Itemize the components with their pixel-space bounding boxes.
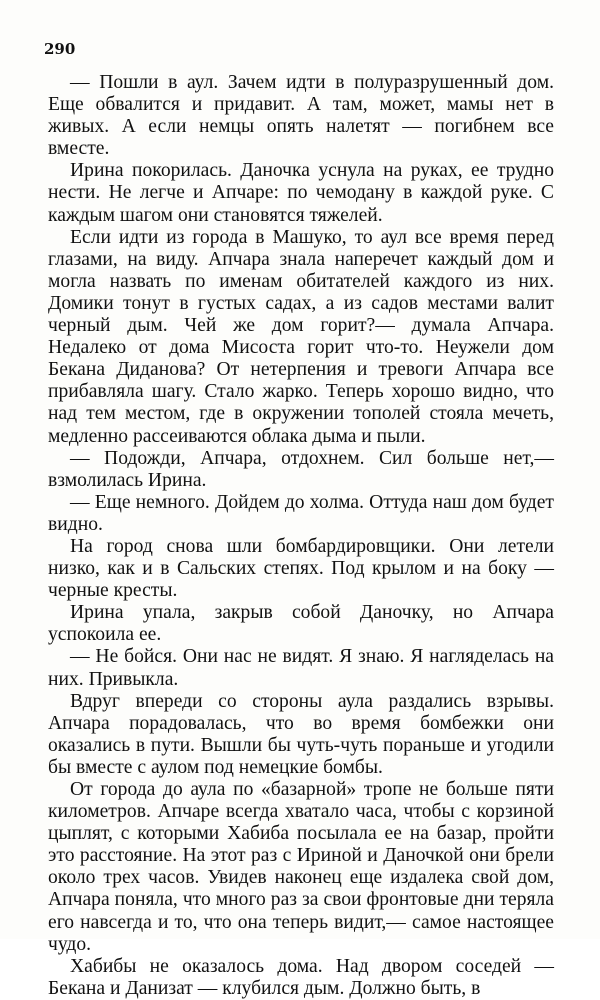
- body-text: [48, 72, 554, 1000]
- paragraph: — Подожди, Апчара, отдохнем. Сил больше нет,— взмолилась Ирина.: [48, 447, 554, 491]
- paragraph: Ирина упала, закрыв собой Даночку, но Апчара успокоила ее.: [48, 602, 554, 646]
- paragraph: — Пошли в аул. Зачем идти в полуразрушенный дом. Еще обвалится и придавит. А там, может, мамы нет в живых. А если немцы опять налетят — погибнем все вместе.: [48, 72, 554, 160]
- paragraph: От города до аула по «базарной» тропе не больше пяти километров. Апчаре всегда хватало часа, чтобы с корзиной цыплят, с которыми Хабиба посылала ее на базар, пройти это расстояние. На этот раз с Ириной и Даночкой они брели около трех часов. Увидев наконец еще издалека свой дом, Апчара поняла, что много раз за свои фронтовые дни теряла его навсегда и то, что она теперь видит,— самое настоящее чудо.: [48, 779, 554, 955]
- paragraph: Если идти из города в Машуко, то аул все время перед глазами, на виду. Апчара знала наперечет каждый дом и могла назвать по именам обитателей каждого из них. Домики тонут в густых садах, а из садов местами валит черный дым. Чей же дом горит?— думала Апчара. Недалеко от дома Мисоста горит что-то. Неужели дом Бекана Диданова? От нетерпения и тревоги Апчара все прибавляла шагу. Стало жарко. Теперь хорошо видно, что над тем местом, где в окружении тополей стояла мечеть, медленно рассеиваются облака дыма и пыли.: [48, 226, 554, 447]
- paragraph: Хабибы не оказалось дома. Над двором соседей — Бекана и Данизат — клубился дым. Должно быть, в: [48, 955, 554, 999]
- paragraph: Ирина покорилась. Даночка уснула на руках, ее трудно нести. Не легче и Апчаре: по чемодану в каждой руке. С каждым шагом они становятся тяжелей.: [48, 160, 554, 226]
- paragraph: На город снова шли бомбардировщики. Они летели низко, как и в Сальских степях. Под крылом и на боку — черные кресты.: [48, 535, 554, 602]
- paragraph: — Еще немного. Дойдем до холма. Оттуда наш дом будет видно.: [48, 491, 554, 535]
- page-number: 290: [44, 40, 76, 58]
- paragraph: Вдруг впереди со стороны аула раздались взрывы. Апчара порадовалась, что во время бомбежки они оказались в пути. Вышли бы чуть-чуть пораньше и угодили бы вместе с аулом под немецкие бомбы.: [48, 690, 554, 778]
- paragraph: — Не бойся. Они нас не видят. Я знаю. Я нагляделась на них. Привыкла.: [48, 646, 554, 690]
